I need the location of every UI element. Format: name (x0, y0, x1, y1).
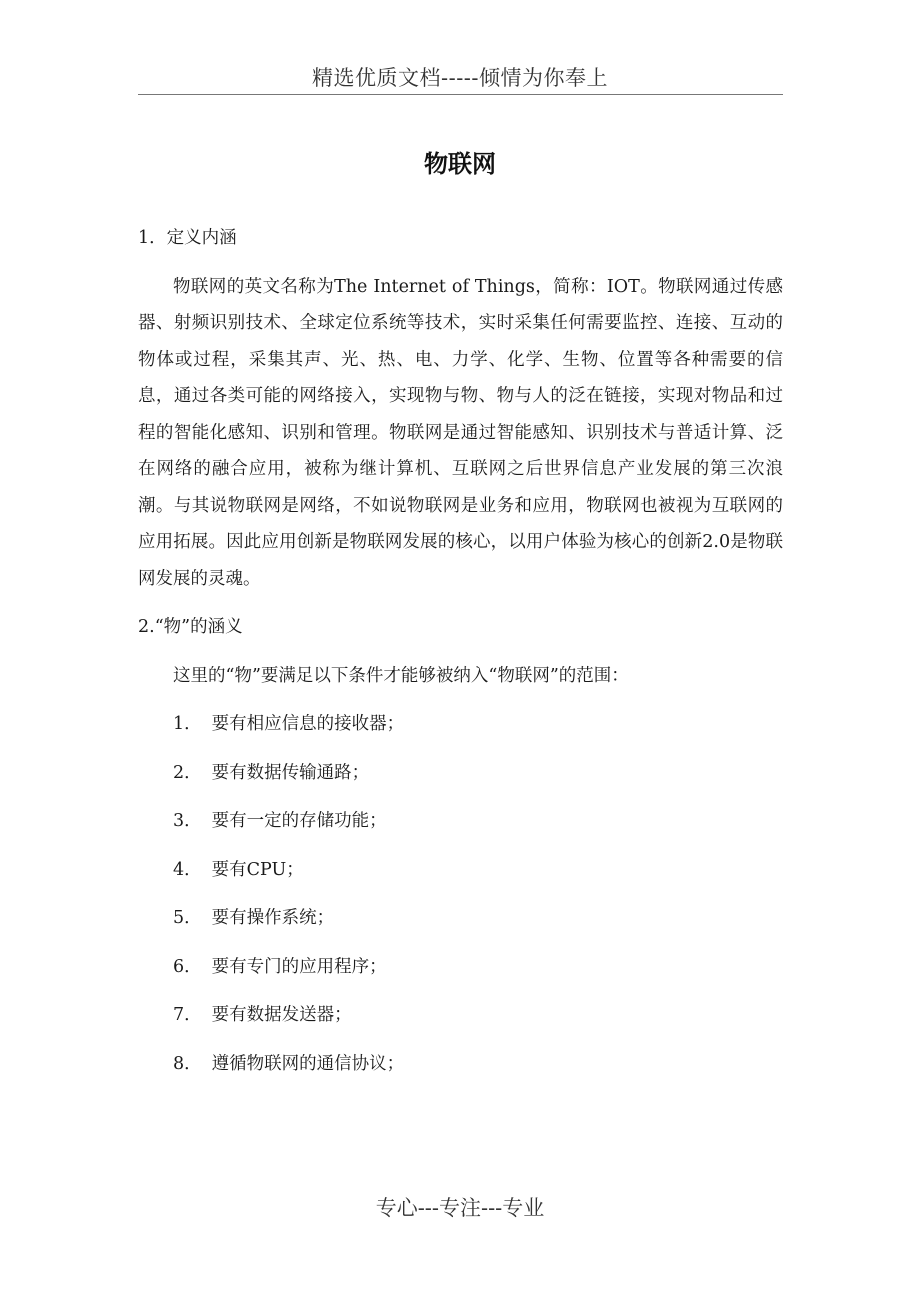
page-header: 精选优质文档-----倾情为你奉上 (312, 66, 608, 90)
list-item (173, 997, 783, 1034)
list-item (173, 852, 783, 889)
list-item (173, 1046, 783, 1083)
list-item (173, 803, 783, 840)
page-footer: 专心---专注---专业 (375, 1196, 545, 1220)
list-item-text: 要有专门的应用程序； (211, 956, 387, 977)
section-2-heading: 2.“物”的涵义 (138, 617, 243, 637)
list-item-number: 3． (173, 811, 202, 831)
list-item-number: 8． (173, 1053, 202, 1074)
document-title: 物联网 (424, 150, 496, 178)
condition-list (138, 706, 783, 1082)
list-item (173, 949, 783, 986)
section-1-heading: 1．定义内涵 (138, 228, 237, 248)
list-item-text: 要有数据传输通路； (211, 762, 370, 783)
list-item-number: 1． (173, 714, 202, 734)
section-2-intro: 这里的“物”要满足以下条件才能够被纳入“物联网”的范围： (173, 665, 629, 686)
list-item-text: 要有CPU； (211, 859, 304, 880)
list-item-text: 要有一定的存储功能； (211, 811, 387, 831)
header-divider (138, 94, 783, 95)
list-item (173, 900, 783, 937)
list-item-number: 2． (173, 762, 202, 783)
list-item-number: 7． (173, 1005, 202, 1025)
list-item-text: 要有数据发送器； (211, 1005, 352, 1025)
list-item-number: 4． (173, 859, 202, 880)
list-item (173, 706, 783, 743)
list-item-text: 要有操作系统； (211, 908, 335, 928)
document-body (138, 220, 783, 1082)
list-item-text: 要有相应信息的接收器； (211, 714, 405, 734)
list-item-number: 5． (173, 908, 202, 928)
list-item-number: 6． (173, 956, 202, 977)
list-item-text: 遵循物联网的通信协议； (211, 1053, 405, 1074)
section-1-paragraph: 物联网的英文名称为The Internet of Things，简称：IOT。物联网通过传感器、射频识别技术、全球定位系统等技术，实时采集任何需要监控、连接、互动的物体或过程，采集其声、光、热、电、力学、化学、生物、位置等各种需要的信息，通过各类可能的网络接入，实现物与物、物与人的泛在链接，实现对物品和过程的智能化感知、识别和管理。物联网是通过智能感知、识别技术与普适计算、泛在网络的融合应用，被称为继计算机、互联网之后世界信息产业发展的第三次浪潮。与其说物联网是网络，不如说物联网是业务和应用，物联网也被视为互联网的应用拓展。因此应用创新是物联网发展的核心，以用户体验为核心的创新2.0是物联网发展的灵魂。 (138, 276, 783, 589)
list-item (173, 755, 783, 792)
